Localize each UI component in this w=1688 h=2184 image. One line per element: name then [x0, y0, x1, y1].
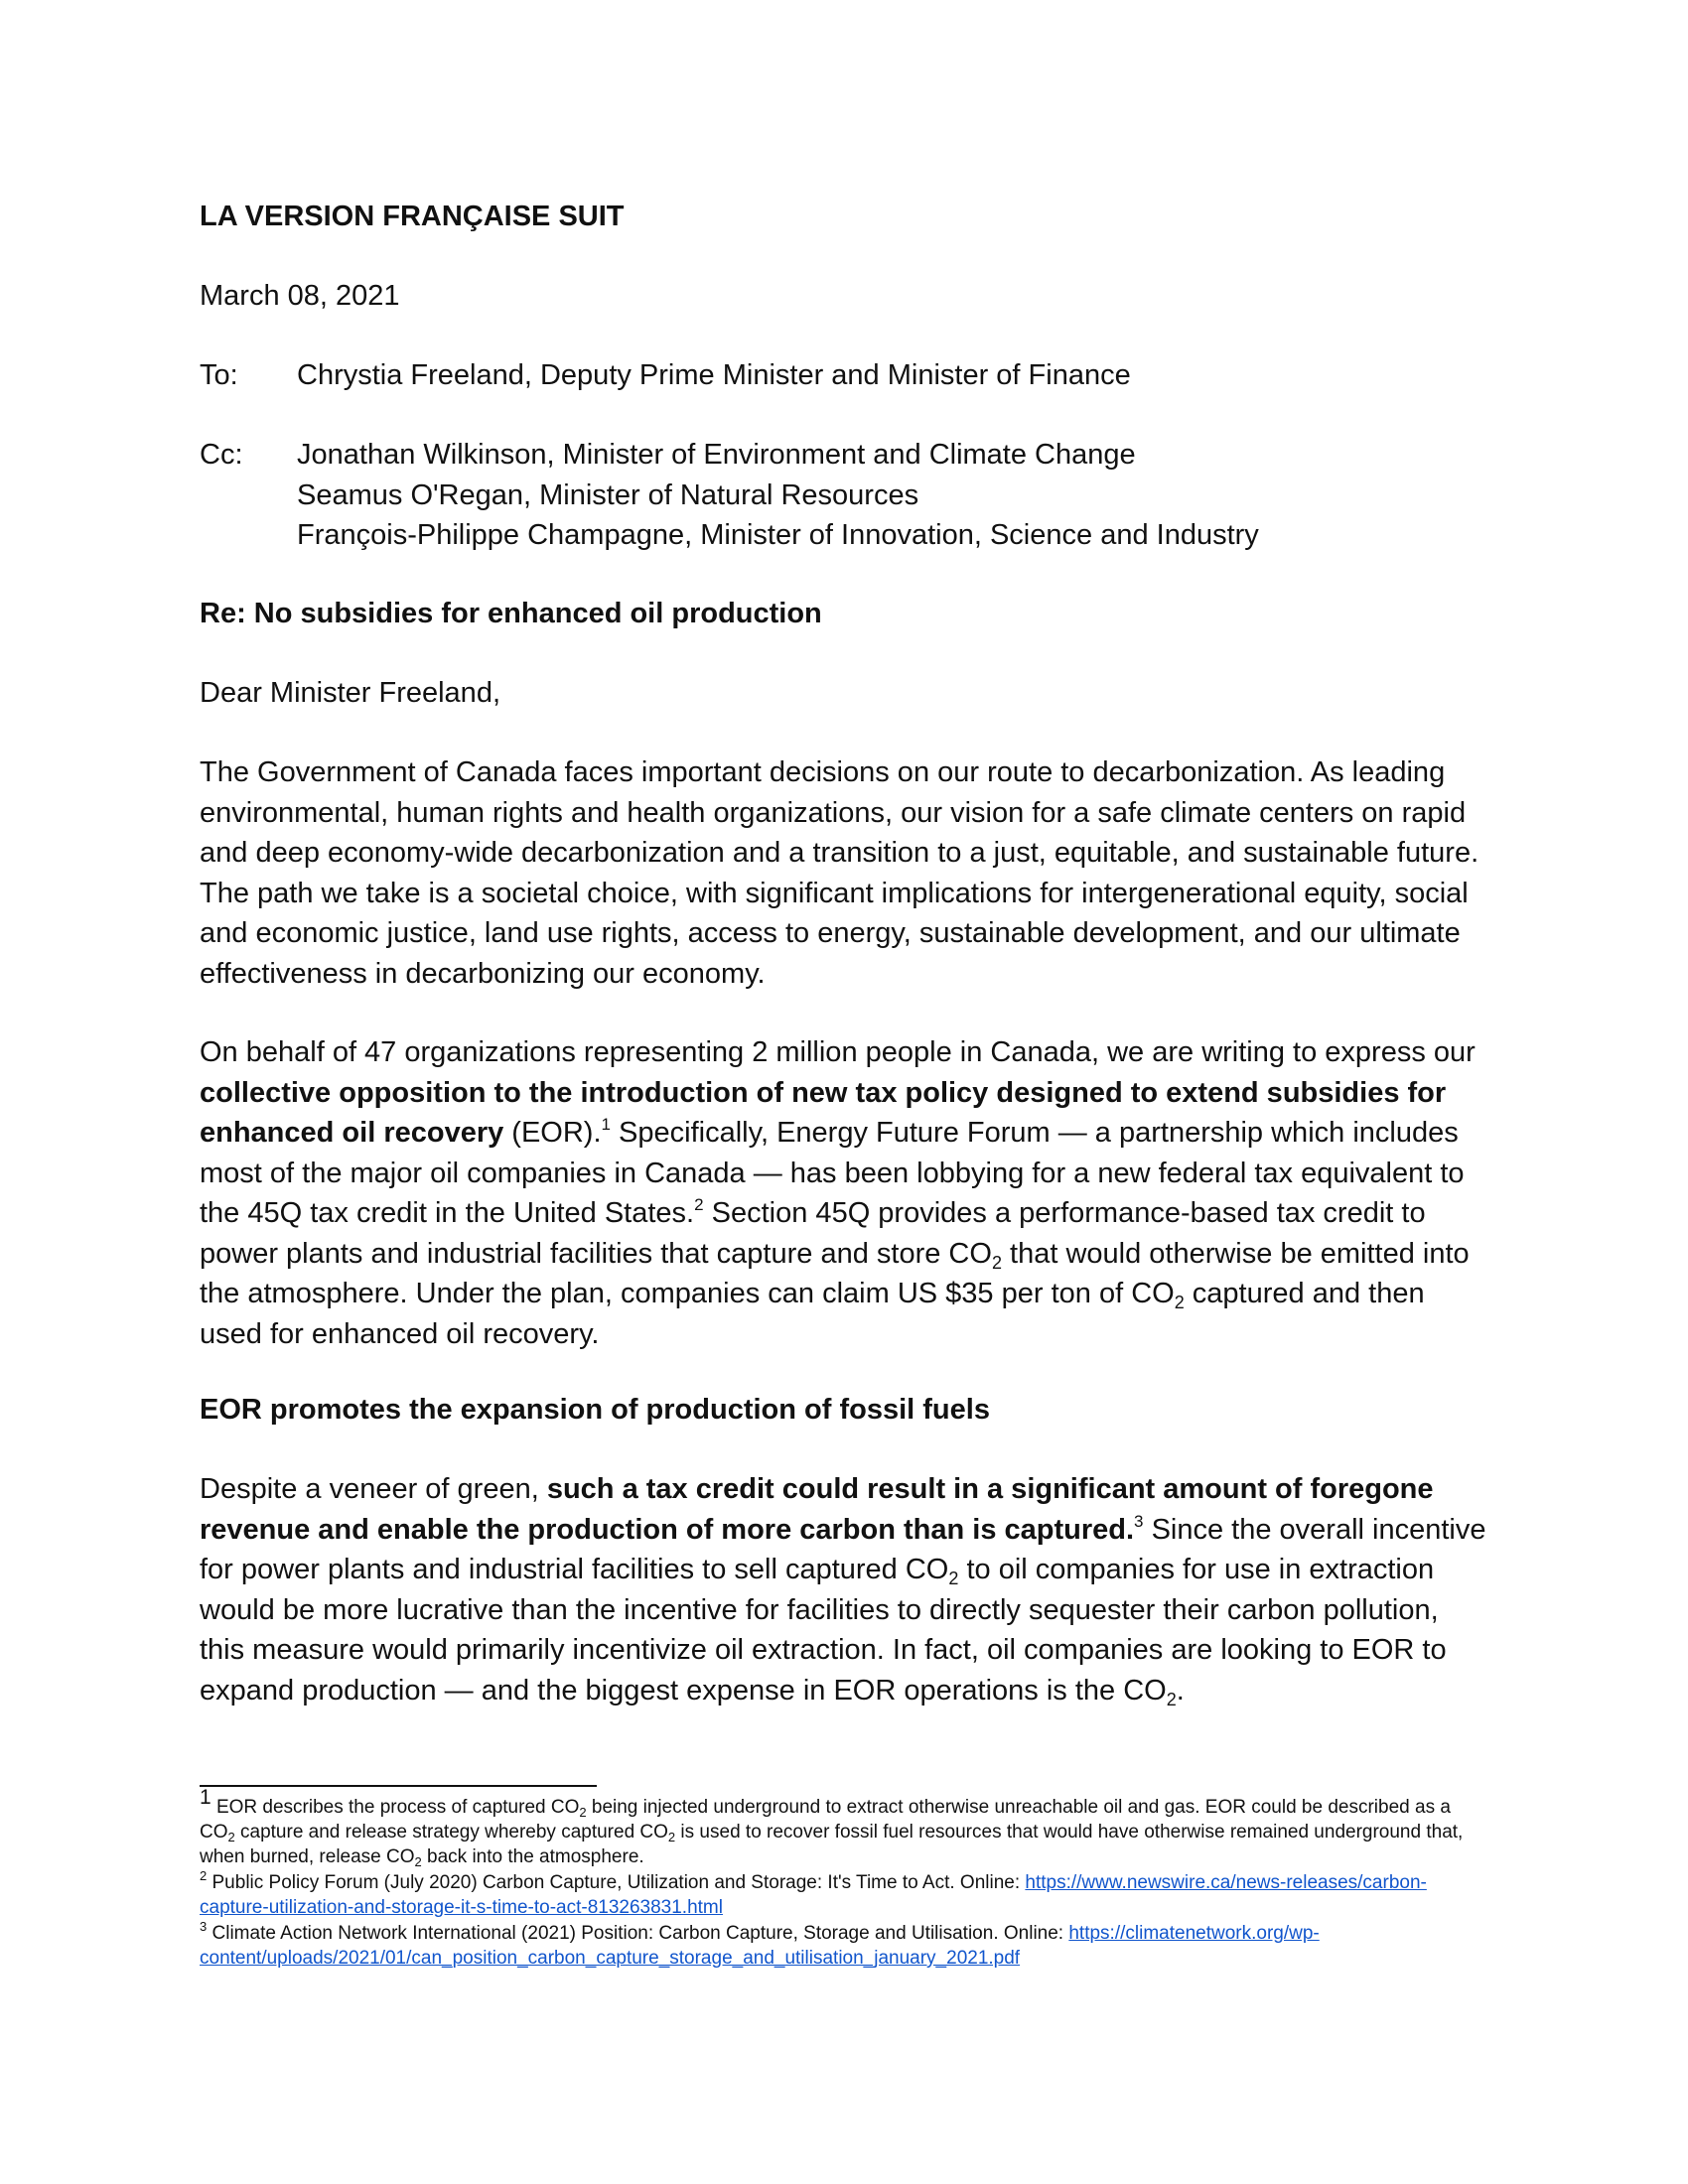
paragraph-eor: Despite a veneer of green, such a tax credit could result in a significant amount of foregone revenue and enable the production of more carbon than is captured.$^3$ Since the overall incentive for power plants and industrial facilities to sell captured $CO_2$ to oil companies for use in extraction would be more lucrative than the incentive for facilities to directly sequester their carbon pollution, this measure would primarily incentivize oil extraction. In fact, oil companies are looking to EOR to expand production — and the biggest expense in EOR operations is the $CO_2$. [200, 1473, 1486, 1709]
footnote-ref[interactable]: 3 [1134, 1511, 1144, 1531]
to-recipient: Chrystia Freeland, Deputy Prime Minister and Minister of Finance [297, 359, 1131, 391]
footnote-2-link[interactable]: https://www.newswire.ca/news-releases/carbon-capture-utilization-and-storage-it-s-time-to-act-813263831.html [200, 1872, 1427, 1918]
cc-recipient: François-Philippe Champagne, Minister of Innovation, Science and Industry [297, 519, 1259, 551]
footnote-2: $^2$ Public Policy Forum (July 2020) Carbon Capture, Utilization and Storage: It's Time to Act. Online: https://www.newswire.ca/news-releases/carbon-capture-utilization-and-storage-it-s-time-to-act-813263831.html [200, 1868, 1427, 1918]
footnote-3-link[interactable]: https://climatenetwork.org/wp-content/uploads/2021/01/can_position_carbon_capture_storage_and_utilisation_january_2021.pdf [200, 1923, 1320, 1969]
footnote-3: $^3$ Climate Action Network International (2021) Position: Carbon Capture, Storage and Utilisation. Online: https://climatenetwork.org/wp-content/uploads/2021/01/can_position_carbon_capture_storage_and_utilisation_january_2021.pdf [200, 1919, 1320, 1969]
cc-recipient: Jonathan Wilkinson, Minister of Environment and Climate Change [297, 439, 1136, 471]
letter-date: March 08, 2021 [200, 280, 400, 312]
cc-label: Cc: [200, 439, 243, 471]
footnote-ref[interactable]: 2 [694, 1195, 704, 1214]
footnote-divider [200, 1785, 597, 1787]
paragraph-opposition: On behalf of 47 organizations representing 2 million people in Canada, we are writing to express our collective opposition to the introduction of new tax policy designed to extend subsidies for enhanced oil recovery (EOR).$^1$ Specifically, Energy Future Forum — a partnership which includes most of the major oil companies in Canada — has been lobbying for a new federal tax equivalent to the 45Q tax credit in the United States.$^2$ Section 45Q provides a performance-based tax credit to power plants and industrial facilities that capture and store $CO_2$ that would otherwise be emitted into the atmosphere. Under the plan, companies can claim US $35 per ton of $CO_2$ captured and then used for enhanced oil recovery. [200, 1036, 1476, 1350]
section-heading: EOR promotes the expansion of production of fossil fuels [200, 1394, 990, 1426]
french-version-notice: LA VERSION FRANÇAISE SUIT [200, 201, 625, 232]
footnote-ref[interactable]: 1 [601, 1115, 611, 1134]
salutation: Dear Minister Freeland, [200, 677, 500, 709]
footnote-1: 1 EOR describes the process of captured $CO_2$ being injected underground to extract otherwise unreachable oil and gas. EOR could be described as a $CO_2$ capture and release strategy whereby captured $CO_2$ is used to recover fossil fuel resources that would have otherwise remained underground that, when burned, release $CO_2$ back into the atmosphere. [200, 1786, 1464, 1869]
cc-recipient: Seamus O'Regan, Minister of Natural Resources [297, 478, 919, 511]
paragraph-intro: The Government of Canada faces important decisions on our route to decarbonization. As leading environmental, human rights and health organizations, our vision for a safe climate centers on rapid and deep economy-wide decarbonization and a transition to a just, equitable, and sustainable future. The path we take is a societal choice, with significant implications for intergenerational equity, social and economic justice, land use rights, access to energy, sustainable development, and our ultimate effectiveness in decarbonizing our economy. [200, 756, 1479, 990]
subject-line: Re: No subsidies for enhanced oil production [200, 598, 822, 629]
to-label: To: [200, 359, 238, 391]
